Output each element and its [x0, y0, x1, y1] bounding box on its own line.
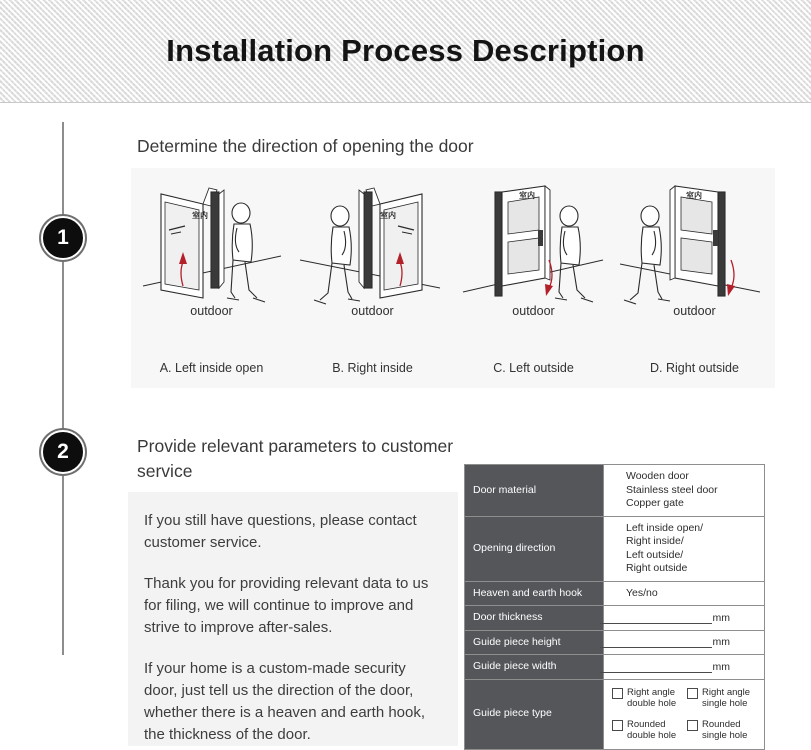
table-row	[465, 465, 765, 517]
door-caption-a: A. Left inside open	[159, 361, 264, 375]
person-figure-c	[555, 206, 593, 302]
outdoor-label-d: outdoor	[673, 304, 716, 318]
checkbox-label: Rounded single hole	[702, 718, 748, 741]
checkbox-icon[interactable]	[687, 688, 698, 699]
spec-label-guide-piece-width: Guide piece width	[465, 655, 604, 680]
option-item: Right inside/	[626, 535, 684, 547]
table-row	[465, 516, 765, 581]
checkbox-label: Right angle single hole	[702, 686, 751, 709]
spec-label-heaven-earth-hook: Heaven and earth hook	[465, 581, 604, 606]
indoor-label-d: 室内	[686, 191, 702, 200]
spec-value-door-material	[604, 465, 765, 517]
door-spec-table	[464, 464, 765, 750]
outdoor-label-a: outdoor	[190, 304, 233, 318]
checkbox-label: Right angle double hole	[627, 686, 677, 709]
spec-value-heaven-earth-hook	[604, 581, 765, 606]
step-1-heading: Determine the direction of opening the door	[137, 136, 474, 156]
outdoor-label-b: outdoor	[351, 304, 394, 318]
checkbox-rounded-single-hole[interactable]	[687, 719, 756, 742]
door-caption-c: C. Left outside	[493, 361, 574, 375]
checkbox-rounded-double-hole[interactable]	[612, 719, 681, 742]
step-2-heading: Provide relevant parameters to customer service	[137, 436, 454, 481]
door-panel-a	[131, 168, 292, 388]
paragraph-custom-door: If your home is a custom-made security door, just tell us the direction of the door, whether there is a heaven and earth hook, the thickness of the door.	[144, 660, 426, 743]
step-badge-2: 2	[41, 430, 85, 474]
unit-label: mm	[712, 636, 730, 649]
option-item: Copper gate	[626, 497, 684, 509]
door-panel-b	[292, 168, 453, 388]
paragraph-thanks: Thank you for providing relevant data to us for filing, we will continue to improve and strive to improve after-sales.	[144, 575, 429, 636]
door-illustration-a	[131, 168, 292, 320]
spec-value-door-thickness	[604, 606, 765, 631]
unit-label: mm	[712, 611, 730, 624]
indoor-label-c: 室内	[519, 191, 535, 200]
table-row	[465, 581, 765, 606]
page-title: Installation Process Description	[166, 33, 645, 68]
table-row	[465, 630, 765, 655]
table-row	[465, 655, 765, 680]
option-item: Yes/no	[626, 586, 658, 599]
spec-label-door-material: Door material	[465, 465, 604, 517]
checkbox-right-angle-double-hole[interactable]	[612, 687, 681, 710]
table-row	[465, 679, 765, 749]
outdoor-label-c: outdoor	[512, 304, 555, 318]
spec-label-door-thickness: Door thickness	[465, 606, 604, 631]
checkbox-icon[interactable]	[687, 720, 698, 731]
person-figure-d	[624, 206, 670, 304]
door-illustration-c	[453, 168, 614, 320]
direction-arrow-c	[545, 284, 553, 296]
spec-label-opening-direction: Opening direction	[465, 516, 604, 581]
indoor-label-b: 室内	[380, 211, 396, 220]
indoor-label-a: 室内	[192, 211, 208, 220]
guide-piece-height-input[interactable]	[600, 636, 712, 648]
checkbox-label: Rounded double hole	[627, 718, 677, 741]
person-figure-a	[227, 203, 265, 302]
spec-value-guide-piece-width	[604, 655, 765, 680]
checkbox-icon[interactable]	[612, 688, 623, 699]
spec-value-guide-piece-height	[604, 630, 765, 655]
option-item: Wooden door	[626, 470, 689, 482]
paragraph-contact: If you still have questions, please contact customer service.	[144, 512, 417, 551]
guide-piece-width-input[interactable]	[600, 661, 712, 673]
option-item: Left outside/	[626, 548, 684, 561]
option-item: Left inside open/	[626, 521, 704, 534]
door-illustration-d	[614, 168, 775, 320]
door-thickness-input[interactable]	[600, 612, 712, 624]
timeline-line	[62, 122, 64, 655]
checkbox-icon[interactable]	[612, 720, 623, 731]
direction-arrow-d	[727, 284, 735, 296]
checkbox-right-angle-single-hole[interactable]	[687, 687, 756, 710]
spec-label-guide-piece-height: Guide piece height	[465, 630, 604, 655]
door-direction-illustrations	[131, 168, 775, 388]
unit-label: mm	[712, 660, 730, 673]
spec-value-guide-piece-type	[604, 679, 765, 749]
option-item: Stainless steel door	[626, 483, 718, 496]
spec-value-opening-direction	[604, 516, 765, 581]
door-caption-d: D. Right outside	[650, 361, 739, 375]
door-panel-d	[614, 168, 775, 388]
door-illustration-b	[292, 168, 453, 320]
customer-service-text-panel	[128, 492, 458, 746]
option-item: Right outside	[626, 562, 688, 574]
page-header	[0, 0, 811, 103]
spec-label-guide-piece-type: Guide piece type	[465, 679, 604, 749]
step-badge-1: 1	[41, 216, 85, 260]
door-panel-c	[453, 168, 614, 388]
door-caption-b: B. Right inside	[332, 361, 413, 375]
person-figure-b	[314, 206, 360, 304]
table-row	[465, 606, 765, 631]
